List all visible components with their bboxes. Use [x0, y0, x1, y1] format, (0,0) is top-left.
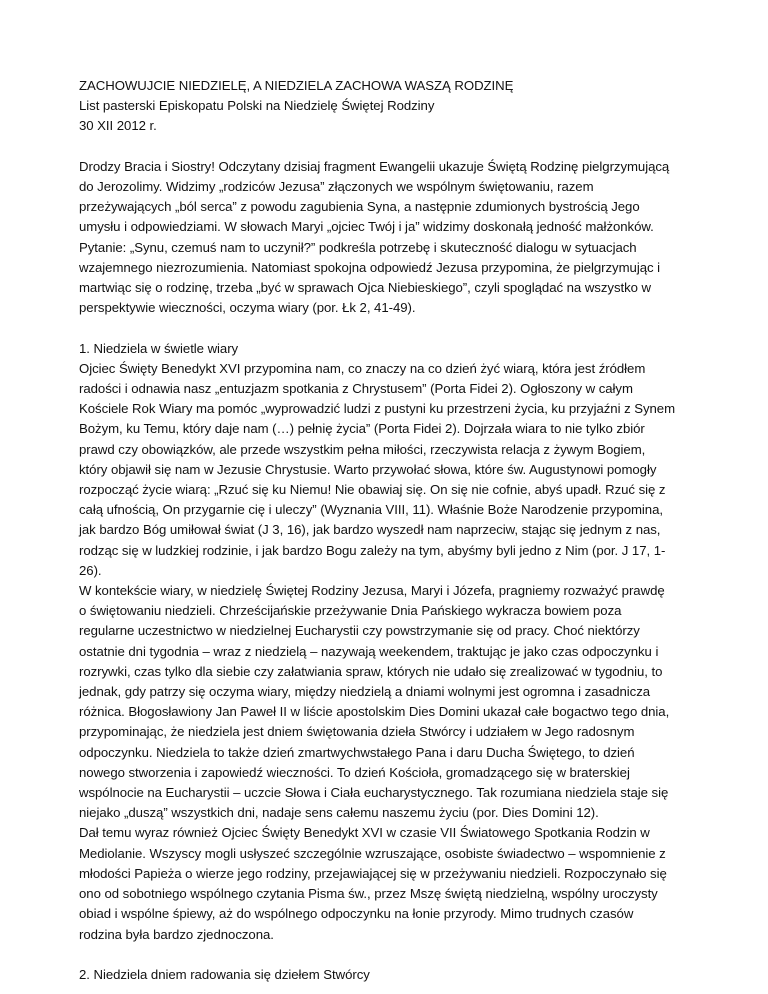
- text-line: Pytanie: „Synu, czemuś nam to uczynił?” podkreśla potrzebę i skuteczność dialogu w sytuacjach: [79, 239, 637, 255]
- section-1-paragraph-2: [79, 581, 699, 823]
- text-line: przypominając, że niedziela jest dniem świętowania dzieła Stwórcy i udziałem w Jego radosnym: [79, 724, 635, 740]
- text-line: rozrywki, czas tylko dla siebie czy załatwiania spraw, których nie udało się zrealizować w tygodniu, to: [79, 663, 663, 679]
- section-1: [79, 339, 699, 945]
- text-line: nowego stworzenia i zapowiedź wieczności. To dzień Kościoła, gromadzącego się w braterskiej: [79, 764, 630, 780]
- text-line: który objawił się nam w Jezusie Chrystusie. Warto przywołać słowa, które św. Augustynowi pomogły: [79, 461, 657, 477]
- text-line: różnica. Błogosławiony Jan Paweł II w liście apostolskim Dies Domini ukazał całe bogactwo tego dnia,: [79, 704, 670, 720]
- section-2: [79, 965, 699, 985]
- text-line: W kontekście wiary, w niedzielę Świętej Rodziny Jezusa, Maryi i Józefa, pragniemy rozważyć prawdę: [79, 583, 665, 599]
- text-line: wspólnocie na Eucharystii – uczcie Słowa i Ciała eucharystycznego. Tak rozumiana niedziela staje się: [79, 785, 669, 801]
- text-line: młodości Papieża o wierze jego rodziny, przejawiającej się w przeżywaniu niedzieli. Rozpoczynało się: [79, 865, 667, 881]
- text-line: Ojciec Święty Benedykt XVI przypomina nam, co znaczy na co dzień żyć wiarą, która jest źródłem: [79, 360, 646, 376]
- text-line: rozpocząć życie wiarą: „Rzuć się ku Niemu! Nie obawiaj się. On się nie cofnie, abyś upadł. Rzuć się z: [79, 482, 666, 498]
- text-line: Dał temu wyraz również Ojciec Święty Benedykt XVI w czasie VII Światowego Spotkania Rodzin w: [79, 825, 650, 841]
- text-line: Mediolanie. Wszyscy mogli usłyszeć szczególnie wzruszające, osobiste świadectwo – wspomnienie z: [79, 845, 666, 861]
- text-line: do Jerozolimy. Widzimy „rodziców Jezusa” złączonych we wspólnym świętowaniu, razem: [79, 179, 594, 194]
- text-line: jak bardzo Bóg umiłował świat (J 3, 16), jak bardzo wyszedł nam naprzeciw, stając się jednym z nas,: [79, 522, 661, 538]
- text-line: Kościele Rok Wiary ma pomóc „wyprowadzić ludzi z pustyni ku przestrzeni życia, ku przyjaźni z Synem: [79, 401, 676, 417]
- text-line: niejako „duszą” wszystkich dni, nadaje sens całemu naszemu życiu (por. Dies Domini 12).: [79, 805, 599, 821]
- text-line: rodzina była bardzo zjednoczona.: [79, 926, 274, 942]
- document-date: 30 XII 2012 r.: [79, 118, 157, 134]
- section-heading: 2. Niedziela dniem radowania się dziełem Stwórcy: [79, 966, 370, 982]
- document-subtitle: List pasterski Episkopatu Polski na Niedzielę Świętej Rodziny: [79, 98, 435, 114]
- text-line: ostatnie dni tygodnia – wraz z niedzielą – nazywają weekendem, traktując je jako czas odpoczynku i: [79, 643, 659, 659]
- text-line: martwiąc się o rodzinę, trzeba „być w sprawach Ojca Niebieskiego”, czyli spoglądać na wszystko w: [79, 280, 652, 296]
- section-heading: 1. Niedziela w świetle wiary: [79, 340, 239, 356]
- text-line: regularne uczestnictwo w niedzielnej Eucharystii czy powstrzymanie się od pracy. Choć niektórzy: [79, 623, 640, 639]
- text-line: perspektywie wieczności, oczyma wiary (por. Łk 2, 41-49).: [79, 300, 416, 316]
- document-page: [79, 76, 699, 985]
- spacer: [79, 137, 699, 157]
- text-line: umysłu i odpowiedziami. W słowach Maryi „ojciec Twój i ja” widzimy doskonałą jedność małżonków.: [79, 219, 654, 235]
- text-line: o świętowaniu niedzieli. Chrześcijańskie przeżywanie Dnia Pańskiego wykracza bowiem poza: [79, 603, 622, 619]
- text-line: 26).: [79, 562, 102, 578]
- text-line: całą ufnością, On przygarnie cię i uleczy” (Wyznania VIII, 11). Właśnie Boże Narodzenie przypomina,: [79, 502, 663, 518]
- text-line: jednak, gdy patrzy się oczyma wiary, między niedzielą a dniami wolnymi jest ogromna i zasadnicza: [79, 684, 651, 700]
- text-line: obiad i wspólne śpiewy, aż do wspólnego odpoczynku na łonie przyrody. Mimo trudnych czasów: [79, 906, 634, 922]
- section-1-paragraph-1: [79, 359, 699, 581]
- text-line: rodząc się w ludzkiej rodzinie, i jak bardzo Bogu zależy na tym, abyśmy byli jedno z Nim (por. J 17, 1-: [79, 542, 666, 558]
- spacer: [79, 318, 699, 338]
- text-line: odpoczynku. Niedziela to także dzień zmartwychwstałego Pana i daru Ducha Świętego, to dzień: [79, 744, 635, 760]
- text-line: wzajemnego niezrozumienia. Natomiast spokojna odpowiedź Jezusa przypomina, że pielgrzymując i: [79, 259, 661, 275]
- intro-paragraph: [79, 157, 699, 319]
- text-line: Drodzy Bracia i Siostry! Odczytany dzisiaj fragment Ewangelii ukazuje Świętą Rodzinę pielgrzymującą: [79, 158, 670, 174]
- text-line: ono od sobotniego wspólnego czytania Pisma św., przez Mszę świętą niedzielną, wspólny uroczysty: [79, 886, 658, 902]
- document-header: [79, 76, 699, 137]
- section-1-paragraph-3: [79, 823, 699, 944]
- spacer: [79, 945, 699, 965]
- text-line: Bożym, ku Temu, który daje nam (…) pełnię życia” (Porta Fidei 2). Dojrzała wiara to nie tylko zbiór: [79, 421, 645, 437]
- document-title: ZACHOWUJCIE NIEDZIELĘ, A NIEDZIELA ZACHOWA WASZĄ RODZINĘ: [79, 78, 514, 93]
- text-line: przeżywających „ból serca” z powodu zagubienia Syna, a następnie zdumionych bystrością Jego: [79, 199, 640, 215]
- text-line: radości i odnawia nasz „entuzjazm spotkania z Chrystusem” (Porta Fidei 2). Ogłoszony w całym: [79, 381, 633, 397]
- text-line: prawd czy obowiązków, ale przede wszystkim pełna miłości, rzeczywista relacja z żywym Bogiem,: [79, 441, 646, 457]
